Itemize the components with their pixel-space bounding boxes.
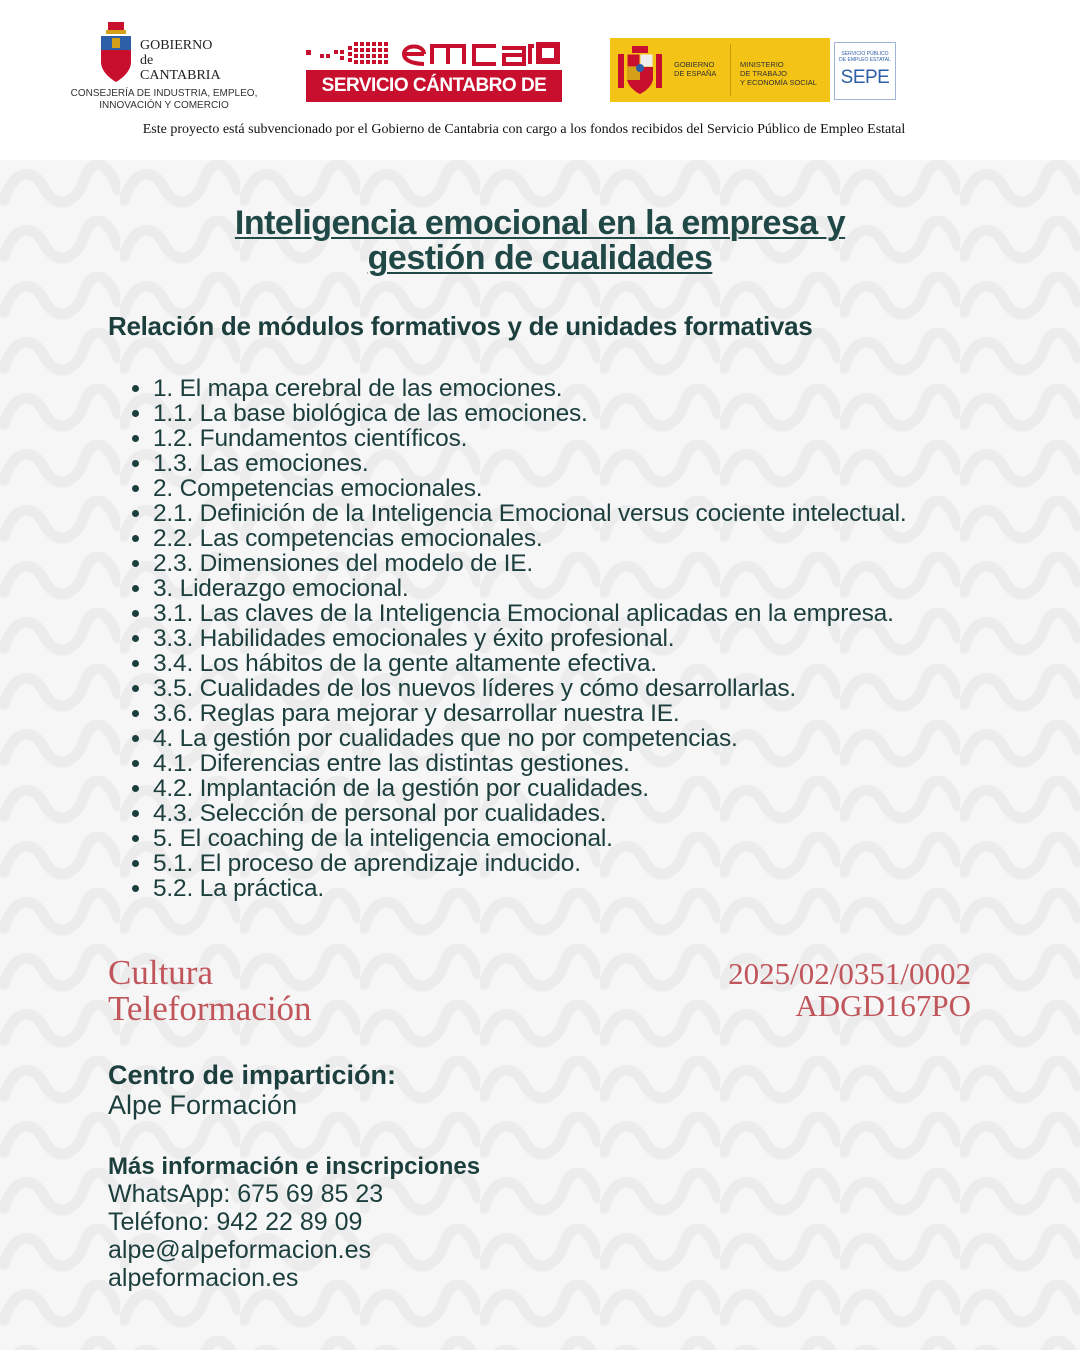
list-item: • 5.1. El proceso de aprendizaje inducido. [153, 851, 907, 876]
sepe-wordmark: SEPE [840, 67, 890, 88]
info-heading: Más información e inscripciones [108, 1153, 481, 1180]
sepe-small-text: SERVICIO PÚBLICO DE EMPLEO ESTATAL [839, 51, 891, 63]
list-item: • 2.1. Definición de la Inteligencia Emocional versus cociente intelectual. [153, 501, 907, 526]
list-item: • 2.2. Las competencias emocionales. [153, 526, 907, 551]
list-item: • 1.3. Las emociones. [153, 451, 907, 476]
website-link[interactable]: alpeformacion.es [108, 1264, 299, 1292]
funding-disclaimer: Este proyecto está subvencionado por el Gobierno de Cantabria con cargo a los fondos recibidos del Servicio Público de Empleo Estatal [142, 122, 906, 137]
list-item: • 5. El coaching de la inteligencia emocional. [153, 826, 907, 851]
spain-coat-of-arms-icon [618, 44, 662, 96]
emcan-wordmark [306, 40, 562, 68]
centro-value: Alpe Formación [108, 1090, 298, 1120]
list-item: • 4.1. Diferencias entre las distintas gestiones. [153, 751, 907, 776]
centro-label: Centro de impartición: [108, 1060, 397, 1090]
list-item: • 3.6. Reglas para mejorar y desarrollar nuestra IE. [153, 701, 907, 726]
list-item: • 4.3. Selección de personal por cualidades. [153, 801, 907, 826]
sepe-logo [834, 42, 896, 100]
list-item: • 3. Liderazgo emocional. [153, 576, 907, 601]
ministerio-text: MINISTERIO DE TRABAJO Y ECONOMÍA SOCIAL [740, 60, 817, 87]
list-item: • 2.3. Dimensiones del modelo de IE. [153, 551, 907, 576]
list-item: • 3.3. Habilidades emocionales y éxito profesional. [153, 626, 907, 651]
cantabria-name: GOBIERNO de CANTABRIA [140, 38, 221, 83]
list-item: • 3.5. Cualidades de los nuevos líderes y cómo desarrollarlas. [153, 676, 907, 701]
list-item: • 2. Competencias emocionales. [153, 476, 907, 501]
modules-list [130, 376, 907, 901]
course-codes: 2025/02/0351/0002 ADGD167PO [728, 956, 971, 1023]
gobierno-espana-text: GOBIERNO DE ESPAÑA [674, 60, 717, 78]
brand-name: Cultura Teleformación [108, 953, 312, 1028]
gobierno-cantabria-logo [68, 20, 260, 112]
list-item: • 3.1. Las claves de la Inteligencia Emocional aplicadas en la empresa. [153, 601, 907, 626]
header-logos [0, 0, 1080, 160]
contact-info [108, 1180, 383, 1292]
list-item: • 3.4. Los hábitos de la gente altamente efectiva. [153, 651, 907, 676]
emcan-logo [306, 40, 562, 128]
list-item: • 4.2. Implantación de la gestión por cualidades. [153, 776, 907, 801]
emcan-bar-text: SERVICIO CÁNTABRO DE EMPLEO [306, 70, 562, 102]
list-item: • 1.2. Fundamentos científicos. [153, 426, 907, 451]
cantabria-department: CONSEJERÍA DE INDUSTRIA, EMPLEO, INNOVACIÓN Y COMERCIO [70, 88, 258, 111]
gobierno-divider [730, 44, 731, 96]
modules-heading: Relación de módulos formativos y de unidades formativas [108, 311, 813, 341]
phone-line: Teléfono: 942 22 89 09 [108, 1208, 363, 1236]
whatsapp-line: WhatsApp: 675 69 85 23 [108, 1180, 384, 1208]
email-link[interactable]: alpe@alpeformacion.es [108, 1236, 372, 1264]
cantabria-shield-icon [98, 22, 134, 84]
list-item: • 4. La gestión por cualidades que no por competencias. [153, 726, 907, 751]
gobierno-espana-logo [610, 38, 830, 102]
course-title: Inteligencia emocional en la empresa y gestión de cualidades [234, 204, 846, 277]
list-item: • 1.1. La base biológica de las emociones. [153, 401, 907, 426]
list-item: • 5.2. La práctica. [153, 876, 907, 901]
list-item: • 1. El mapa cerebral de las emociones. [153, 376, 907, 401]
